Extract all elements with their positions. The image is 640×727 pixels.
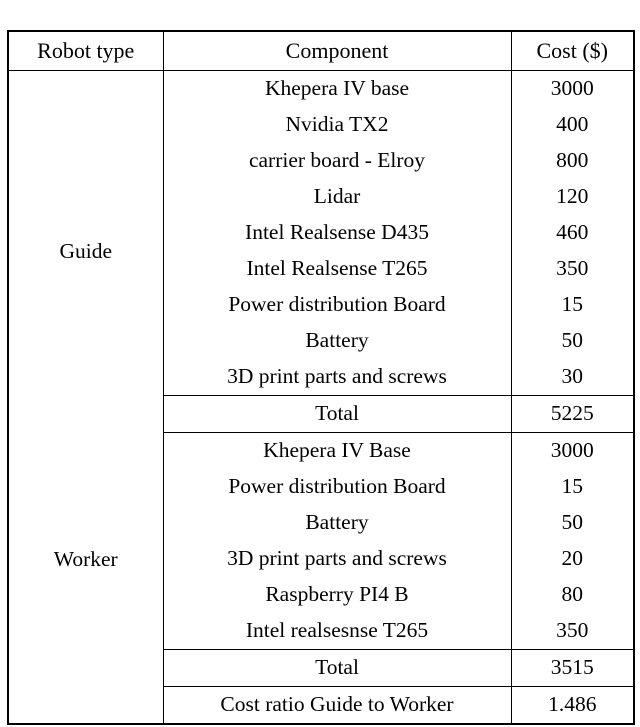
component-cell: Khepera IV Base	[163, 433, 511, 470]
robot-type-worker: Worker	[8, 433, 163, 687]
cost-cell: 20	[511, 541, 634, 577]
table-row	[8, 433, 634, 470]
total-label: Total	[163, 396, 511, 433]
table-row-ratio	[8, 687, 634, 725]
table-header-row	[8, 31, 634, 71]
header-component: Component	[163, 31, 511, 71]
component-cell: Battery	[163, 505, 511, 541]
ratio-spacer	[8, 687, 163, 725]
component-cell: 3D print parts and screws	[163, 359, 511, 396]
total-cost: 5225	[511, 396, 634, 433]
component-cell: Intel realsesnse T265	[163, 613, 511, 650]
component-cell: Battery	[163, 323, 511, 359]
ratio-label: Cost ratio Guide to Worker	[163, 687, 511, 725]
cost-cell: 350	[511, 251, 634, 287]
table-row	[8, 71, 634, 108]
cost-cell: 15	[511, 287, 634, 323]
cost-cell: 80	[511, 577, 634, 613]
total-cost: 3515	[511, 650, 634, 687]
robot-type-guide: Guide	[8, 71, 163, 433]
component-cell: carrier board - Elroy	[163, 143, 511, 179]
component-cell: Nvidia TX2	[163, 107, 511, 143]
cost-cell: 120	[511, 179, 634, 215]
cost-table-container	[7, 30, 633, 725]
cost-cell: 3000	[511, 433, 634, 470]
header-robot-type: Robot type	[8, 31, 163, 71]
component-cell: 3D print parts and screws	[163, 541, 511, 577]
cost-cell: 350	[511, 613, 634, 650]
header-cost: Cost ($)	[511, 31, 634, 71]
component-cell: Lidar	[163, 179, 511, 215]
component-cell: Khepera IV base	[163, 71, 511, 108]
cost-cell: 800	[511, 143, 634, 179]
cost-table	[7, 30, 635, 725]
total-label: Total	[163, 650, 511, 687]
component-cell: Power distribution Board	[163, 287, 511, 323]
cost-cell: 460	[511, 215, 634, 251]
cost-cell: 50	[511, 323, 634, 359]
cost-cell: 400	[511, 107, 634, 143]
ratio-value: 1.486	[511, 687, 634, 725]
cost-cell: 30	[511, 359, 634, 396]
component-cell: Intel Realsense T265	[163, 251, 511, 287]
component-cell: Intel Realsense D435	[163, 215, 511, 251]
cost-cell: 3000	[511, 71, 634, 108]
component-cell: Raspberry PI4 B	[163, 577, 511, 613]
cost-cell: 50	[511, 505, 634, 541]
cost-cell: 15	[511, 469, 634, 505]
component-cell: Power distribution Board	[163, 469, 511, 505]
